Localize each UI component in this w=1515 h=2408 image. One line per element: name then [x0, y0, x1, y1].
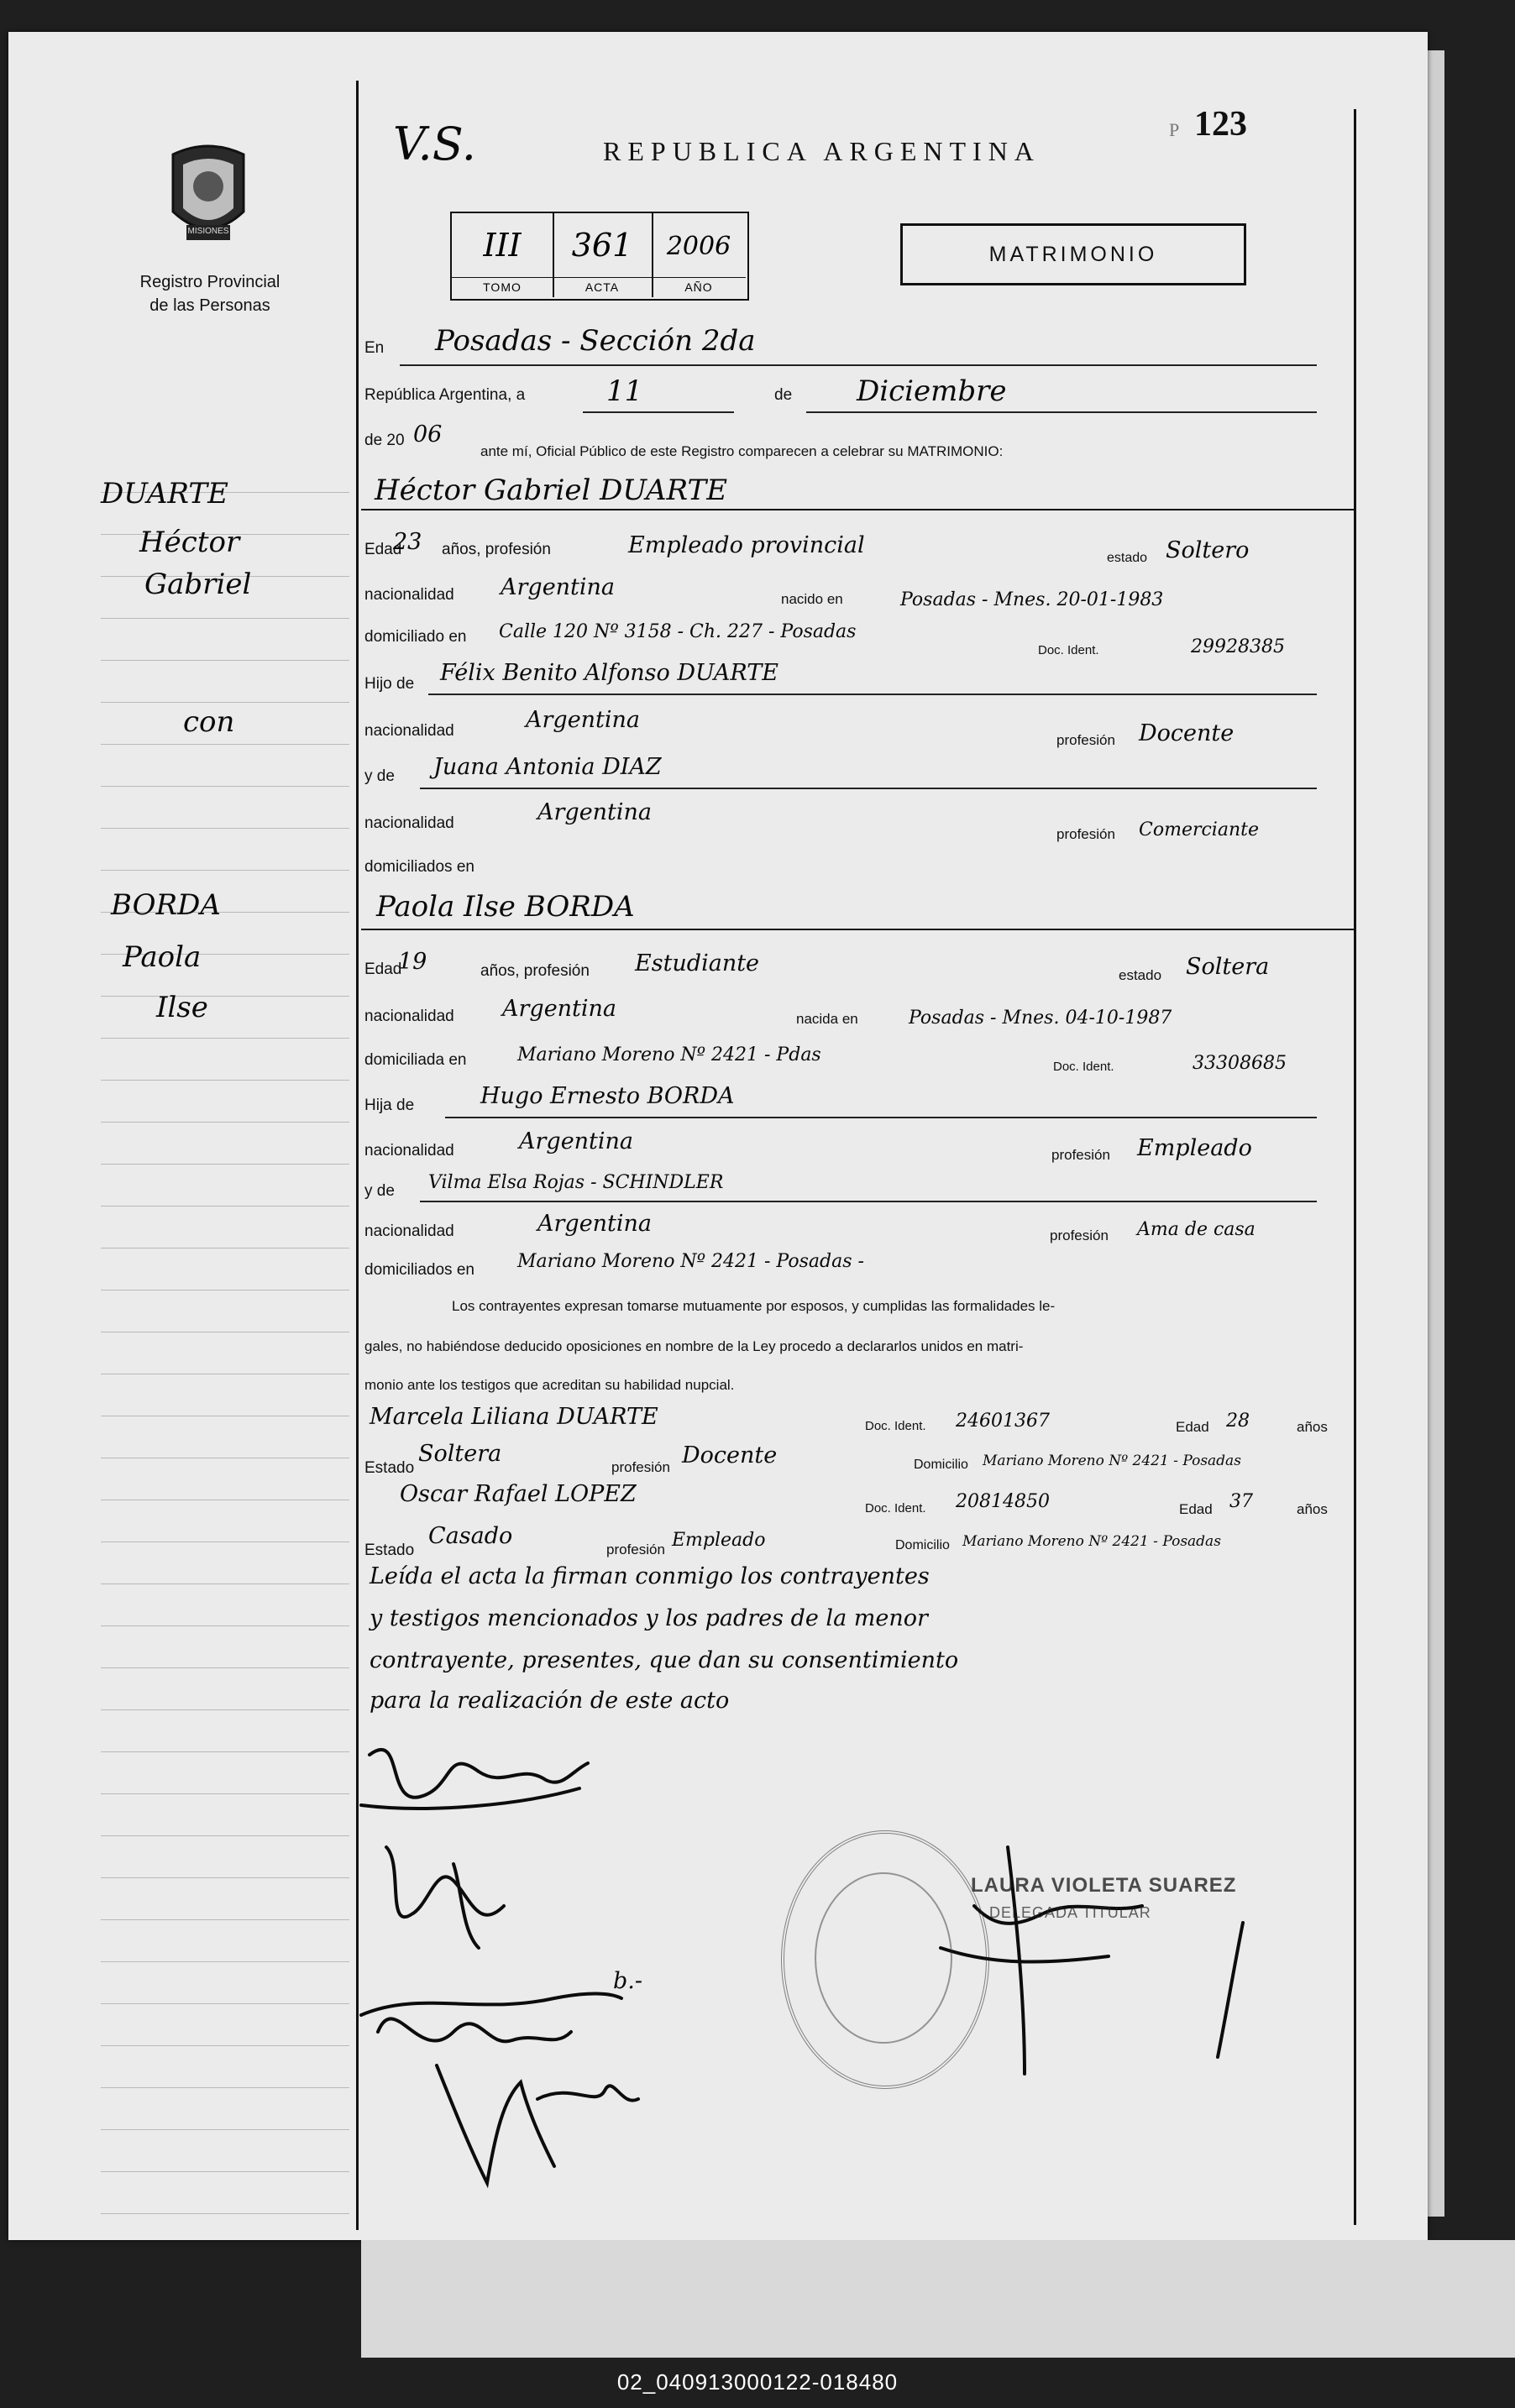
margin-ruled-line [101, 1835, 349, 1836]
t2-edad-label: Edad [1179, 1501, 1213, 1517]
c2-nacionalidad-label: nacionalidad [364, 1008, 454, 1025]
margin-ruled-line [101, 1751, 349, 1752]
margin-ruled-line [101, 1038, 349, 1039]
margin-ruled-line [101, 1122, 349, 1123]
lugar-value: Posadas - Sección 2da [435, 324, 756, 358]
intro-text: ante mí, Oficial Público de este Registro comparecen a celebrar su MATRIMONIO: [480, 443, 1004, 459]
c2-nacionalidad: Argentina [502, 996, 617, 1022]
registry-name-line2: de las Personas [149, 296, 270, 315]
t1-profesion-label: profesión [611, 1459, 670, 1475]
c1-hijo-label: Hijo de [364, 675, 415, 693]
anio-label: AÑO [684, 280, 713, 294]
signature-mark: b.- [613, 1968, 642, 1994]
margin-ruled-line [101, 996, 349, 997]
acta-label: ACTA [585, 280, 620, 294]
margin-con: con [183, 705, 235, 739]
c2-doc-label: Doc. Ident. [1053, 1060, 1114, 1074]
t2-anos-label: años [1297, 1501, 1328, 1517]
formal-text-line1: Los contrayentes expresan tomarse mutuamente por esposos, y cumplidas las formalidades le- [452, 1298, 1056, 1314]
margin-given-2a: Paola [123, 940, 202, 974]
t1-doc-label: Doc. Ident. [865, 1419, 926, 1433]
c2-madre-prof: Ama de casa [1137, 1219, 1256, 1240]
margin-given-1b: Gabriel [144, 568, 252, 601]
c1-yde-label: y de [364, 767, 395, 785]
t2-domicilio-label: Domicilio [895, 1538, 950, 1552]
c2-madre-prof-label: profesión [1050, 1228, 1109, 1243]
c1-padre-nac: Argentina [526, 707, 641, 733]
margin-ruled-line [101, 2171, 349, 2172]
margin-given-2b: Ilse [156, 991, 208, 1024]
c2-domicilio: Mariano Moreno Nº 2421 - Pdas [517, 1044, 821, 1065]
t2-edad: 37 [1229, 1491, 1253, 1512]
margin-ruled-line [101, 1625, 349, 1626]
c1-nacionalidad-label: nacionalidad [364, 586, 454, 604]
t2-doc: 20814850 [956, 1491, 1050, 1512]
t1-profesion: Docente [682, 1442, 778, 1468]
c1-madre-prof: Comerciante [1139, 819, 1259, 840]
closing-line3: contrayente, presentes, que dan su consentimiento [370, 1647, 959, 1673]
c1-domicilio-label: domiciliado en [364, 628, 467, 646]
margin-ruled-line [101, 828, 349, 829]
margin-ruled-line [101, 2003, 349, 2004]
c2-estado: Soltera [1186, 954, 1270, 980]
page-number-prefix: P [1169, 119, 1180, 140]
tomo-value: III [483, 227, 522, 264]
acta-value: 361 [571, 227, 633, 264]
closing-line4: para la realización de este acto [370, 1688, 730, 1714]
c2-padre-nac: Argentina [519, 1128, 634, 1154]
mes-value: Diciembre [857, 374, 1007, 408]
margin-ruled-line [101, 702, 349, 703]
c1-padre: Félix Benito Alfonso DUARTE [440, 660, 778, 686]
c2-madre-nac-label: nacionalidad [364, 1222, 454, 1240]
record-number-table [450, 212, 749, 301]
tomo-cell [452, 213, 554, 297]
t1-edad: 28 [1226, 1411, 1250, 1432]
registry-name-line1: Registro Provincial [139, 273, 280, 291]
c2-estado-label: estado [1119, 967, 1162, 983]
t2-estado-label: Estado [364, 1542, 415, 1559]
margin-ruled-line [101, 1206, 349, 1207]
margin-ruled-line [101, 1877, 349, 1878]
c1-edad-label: Edad [364, 541, 402, 558]
corner-mark: V.S. [393, 118, 476, 170]
c1-doc-label: Doc. Ident. [1038, 643, 1099, 657]
c1-padre-prof: Docente [1139, 720, 1235, 746]
formal-text-line2: gales, no habiéndose deducido oposiciones en nombre de la Ley procedo a declararlos unidos en matri- [364, 1338, 1024, 1354]
margin-ruled-line [101, 1919, 349, 1920]
registry-seal-icon [165, 138, 252, 252]
margin-ruled-line [101, 2045, 349, 2046]
c2-domiciliados: Mariano Moreno Nº 2421 - Posadas - [517, 1251, 864, 1272]
t2-domicilio: Mariano Moreno Nº 2421 - Posadas [962, 1533, 1221, 1550]
t1-anos-label: años [1297, 1419, 1328, 1435]
c1-nacionalidad: Argentina [501, 574, 616, 600]
t2-profesion: Empleado [672, 1530, 766, 1551]
document-type-box: MATRIMONIO [900, 223, 1246, 285]
formal-text-line3: monio ante los testigos que acreditan su habilidad nupcial. [364, 1377, 735, 1393]
margin-ruled-line [101, 1164, 349, 1165]
margin-ruled-line [101, 1080, 349, 1081]
t1-domicilio-label: Domicilio [914, 1458, 968, 1472]
margin-surname-2: BORDA [111, 888, 221, 922]
c1-padre-prof-label: profesión [1056, 732, 1115, 748]
c2-padre-prof: Empleado [1137, 1135, 1252, 1161]
stamp-officer-name: LAURA VIOLETA SUAREZ [971, 1874, 1237, 1897]
t1-domicilio: Mariano Moreno Nº 2421 - Posadas [983, 1453, 1241, 1469]
c2-madre: Vilma Elsa Rojas - SCHINDLER [428, 1172, 724, 1193]
c2-nacida: Posadas - Mnes. 04-10-1987 [909, 1008, 1172, 1029]
c1-profesion: Empleado provincial [628, 532, 865, 558]
t1-estado-label: Estado [364, 1459, 415, 1477]
margin-ruled-line [101, 2087, 349, 2088]
margin-given-1a: Héctor [139, 526, 240, 559]
closing-line2: y testigos mencionados y los padres de la menor [370, 1605, 928, 1631]
c2-padre-nac-label: nacionalidad [364, 1142, 454, 1160]
c2-padre: Hugo Ernesto BORDA [480, 1083, 735, 1109]
contrayente2-name: Paola Ilse BORDA [376, 890, 635, 924]
republica-label: República Argentina, a [364, 386, 526, 404]
margin-ruled-line [101, 660, 349, 661]
c1-padre-nac-label: nacionalidad [364, 722, 454, 740]
closing-line1: Leída el acta la firman conmigo los contrayentes [370, 1563, 930, 1589]
margin-ruled-line [101, 1709, 349, 1710]
c1-domiciliados-label: domiciliados en [364, 858, 474, 876]
margin-ruled-line [101, 1667, 349, 1668]
c2-edad: 19 [398, 949, 427, 975]
c1-edad: 23 [393, 529, 422, 555]
margin-surname-1: DUARTE [101, 477, 228, 510]
page-bottom-strip [361, 2240, 1515, 2358]
c1-anos-profesion-label: años, profesión [442, 541, 551, 558]
year-suffix: 06 [413, 421, 443, 448]
c1-madre-nac-label: nacionalidad [364, 814, 454, 832]
c2-edad-label: Edad [364, 961, 402, 978]
t2-estado: Casado [428, 1523, 513, 1549]
c1-madre-prof-label: profesión [1056, 826, 1115, 842]
margin-ruled-line [101, 786, 349, 787]
c1-madre: Juana Antonia DIAZ [433, 754, 662, 780]
margin-ruled-line [101, 1961, 349, 1962]
c2-domiciliados-label: domiciliados en [364, 1261, 474, 1279]
contrayente1-name: Héctor Gabriel DUARTE [375, 474, 728, 507]
c2-anos-profesion-label: años, profesión [480, 962, 590, 980]
page-number: 123 [1194, 105, 1247, 144]
t1-estado: Soltera [418, 1441, 502, 1467]
c1-domicilio: Calle 120 Nº 3158 - Ch. 227 - Posadas [499, 621, 857, 642]
page-title: REPUBLICA ARGENTINA [603, 136, 1041, 166]
c2-madre-nac: Argentina [537, 1211, 653, 1237]
c2-yde-label: y de [364, 1182, 395, 1200]
anio-cell [652, 213, 746, 297]
tomo-label: TOMO [483, 280, 522, 294]
registry-name [126, 270, 294, 317]
c2-domicilio-label: domiciliada en [364, 1051, 467, 1069]
anio-value: 2006 [666, 232, 731, 261]
year-prefix: de 20 [364, 432, 405, 449]
c2-doc: 33308685 [1193, 1053, 1287, 1074]
margin-ruled-line [101, 1793, 349, 1794]
t2-doc-label: Doc. Ident. [865, 1501, 926, 1515]
acta-cell [553, 213, 653, 297]
c1-estado-label: estado [1107, 551, 1148, 565]
margin-ruled-line [101, 2129, 349, 2130]
margin-ruled-line [101, 744, 349, 745]
t1-doc: 24601367 [956, 1411, 1050, 1432]
margin-ruled-line [101, 2213, 349, 2214]
official-stamp-icon [781, 1830, 989, 2089]
en-label: En [364, 339, 385, 357]
seal-label: MISIONES [187, 227, 229, 236]
image-id-footer: 02_040913000122-018480 [616, 2369, 899, 2395]
dia-value: 11 [606, 374, 643, 408]
de-label: de [774, 386, 793, 404]
c2-nacida-label: nacida en [796, 1011, 858, 1027]
c1-doc: 29928385 [1191, 636, 1285, 657]
t1-edad-label: Edad [1176, 1419, 1209, 1435]
c2-profesion: Estudiante [635, 950, 760, 976]
c1-madre-nac: Argentina [537, 799, 653, 825]
c2-padre-prof-label: profesión [1051, 1147, 1110, 1163]
margin-ruled-line [101, 618, 349, 619]
t1-name: Marcela Liliana DUARTE [370, 1404, 658, 1430]
stamp-officer-role: DELEGADA TITULAR [989, 1904, 1151, 1921]
c1-estado: Soltero [1166, 537, 1250, 563]
c2-hija-label: Hija de [364, 1097, 415, 1114]
t2-profesion-label: profesión [606, 1542, 665, 1557]
c1-nacido: Posadas - Mnes. 20-01-1983 [900, 589, 1164, 610]
t2-name: Oscar Rafael LOPEZ [400, 1481, 637, 1507]
margin-ruled-line [101, 870, 349, 871]
c1-nacido-label: nacido en [781, 591, 843, 607]
